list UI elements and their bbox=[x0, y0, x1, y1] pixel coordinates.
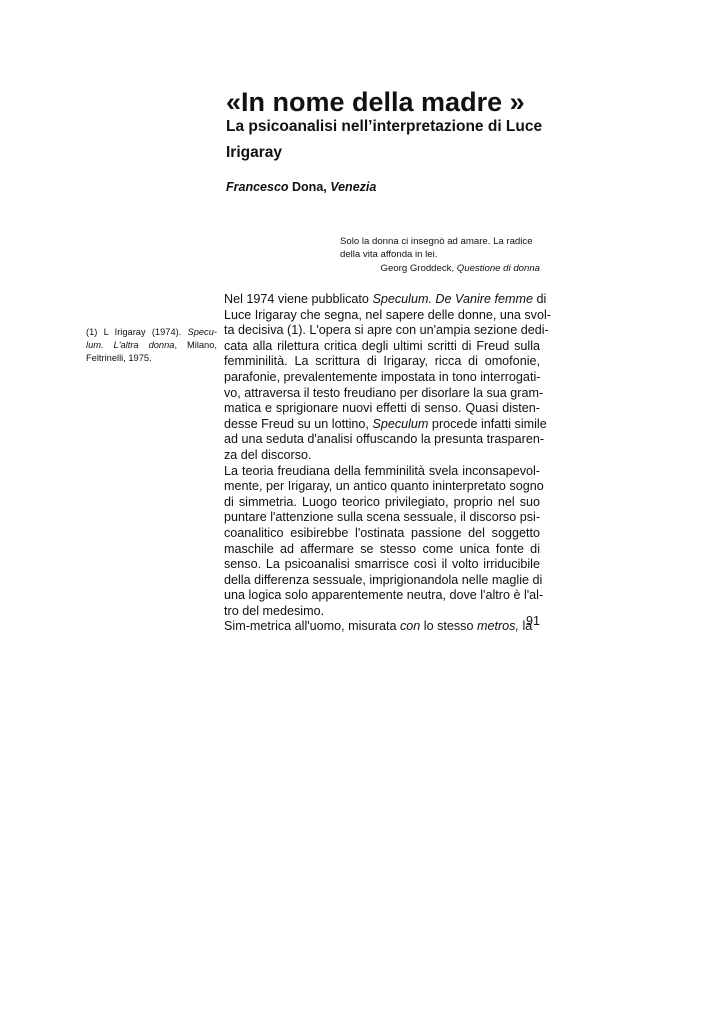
body-text: la bbox=[518, 619, 533, 634]
body-line bbox=[224, 401, 540, 417]
body-text: procede infatti simile bbox=[428, 416, 547, 431]
epigraph-author: Georg Groddeck, bbox=[380, 263, 455, 274]
article-subtitle: La psicoanalisi nell’interpretazione di Luce Irigaray bbox=[226, 118, 543, 161]
body-text: Luce Irigaray che segna, nel sapere delle donne, una svol- bbox=[224, 307, 551, 322]
footnote-prefix: (1) L Irigaray (1974). bbox=[86, 327, 182, 337]
epigraph-attribution bbox=[340, 262, 540, 275]
body-line bbox=[224, 479, 544, 495]
author-surname: Dona, bbox=[292, 180, 327, 194]
body-text: matica e sprigionare nuovi effetti di senso. Quasi disten- bbox=[224, 401, 540, 416]
body-line bbox=[224, 370, 540, 386]
epigraph bbox=[340, 235, 540, 275]
body-text: lo stesso bbox=[420, 619, 477, 634]
body-line bbox=[224, 385, 544, 402]
body-text: tro del medesimo. bbox=[224, 603, 325, 618]
body-italic-text: Speculum bbox=[372, 416, 429, 431]
epigraph-work: Questione di donna bbox=[456, 263, 540, 274]
article-title: «In nome della madre » bbox=[226, 87, 525, 117]
body-text: cata alla rilettura critica degli ultimi scritti di Freud sulla bbox=[224, 338, 540, 353]
author-line bbox=[226, 180, 376, 194]
author-place: Venezia bbox=[330, 180, 377, 194]
body-text: Nel 1974 viene pubblicato bbox=[224, 292, 373, 306]
body-line bbox=[224, 495, 540, 511]
body-line bbox=[224, 510, 540, 526]
body-line bbox=[224, 323, 549, 339]
footnote-work: Specu-lum. L'altra donna bbox=[86, 327, 217, 350]
body-line bbox=[224, 339, 540, 355]
epigraph-text: Solo la donna ci insegnò ad amare. La radice della vita affonda in lei. bbox=[340, 236, 533, 260]
body-text: Sim-metrica all'uomo, misurata bbox=[224, 619, 400, 634]
body-text: coanalitico esibirebbe l'ostinata passione del soggetto bbox=[224, 525, 540, 540]
body-text: za del discorso. bbox=[224, 447, 312, 462]
body-line bbox=[224, 464, 540, 480]
body-italic-text: metros, bbox=[476, 619, 519, 634]
body-text: vo, attraversa il testo freudiano per disorlare la sua gram- bbox=[224, 385, 544, 400]
footnote-suffix: , Milano, Feltrinelli, 1975. bbox=[86, 340, 217, 363]
body-text: desse Freud su un lottino, bbox=[224, 416, 373, 431]
author-first-name: Francesco bbox=[226, 180, 289, 194]
body-line bbox=[224, 292, 547, 308]
body-italic-text: con bbox=[399, 619, 421, 634]
page-number: 91 bbox=[525, 614, 540, 628]
body-text: La teoria freudiana della femminilità svela inconsapevol- bbox=[224, 463, 540, 478]
body-text: ta decisiva (1). L'opera si apre con un'ampia sezione dedi- bbox=[224, 323, 549, 338]
body-line bbox=[224, 572, 543, 589]
body-line bbox=[224, 557, 540, 573]
side-footnote bbox=[86, 326, 217, 365]
body-line bbox=[224, 307, 551, 324]
body-text: di simmetria. Luogo teorico privilegiato, proprio nel suo bbox=[224, 494, 540, 509]
body-line bbox=[224, 619, 540, 635]
body-text: ad una seduta d'analisi offuscando la presunta trasparen- bbox=[224, 432, 545, 447]
body-text: maschile ad affermare se stesso come unica fonte di bbox=[224, 541, 540, 556]
body-line bbox=[224, 432, 545, 448]
body-text: mente, per Irigaray, un antico quanto ininterpretato sogno bbox=[224, 479, 544, 494]
body-text: puntare l'attenzione sulla scena sessuale, il discorso psi- bbox=[224, 510, 541, 525]
body-text: femminilità. La scrittura di Irigaray, ricca di omofonie, bbox=[224, 354, 540, 369]
body-line bbox=[224, 542, 540, 558]
body-line bbox=[224, 354, 540, 370]
body-text: di bbox=[532, 292, 547, 306]
body-line bbox=[224, 604, 540, 620]
body-line bbox=[224, 588, 544, 604]
body-text: una logica solo apparentemente neutra, dove l'altro è l'al- bbox=[224, 588, 544, 603]
body-text: parafonie, prevalentemente impostata in tono interrogati- bbox=[224, 369, 541, 384]
article-body bbox=[224, 292, 551, 635]
body-line bbox=[224, 416, 547, 433]
body-line bbox=[224, 448, 540, 464]
body-text: della differenza sessuale, imprigionandola nelle maglie di bbox=[224, 572, 543, 587]
body-text: senso. La psicoanalisi smarrisce così il volto irriducibile bbox=[224, 557, 540, 572]
body-italic-text: Speculum. De Vanire femme bbox=[372, 292, 533, 306]
body-line bbox=[224, 526, 540, 542]
